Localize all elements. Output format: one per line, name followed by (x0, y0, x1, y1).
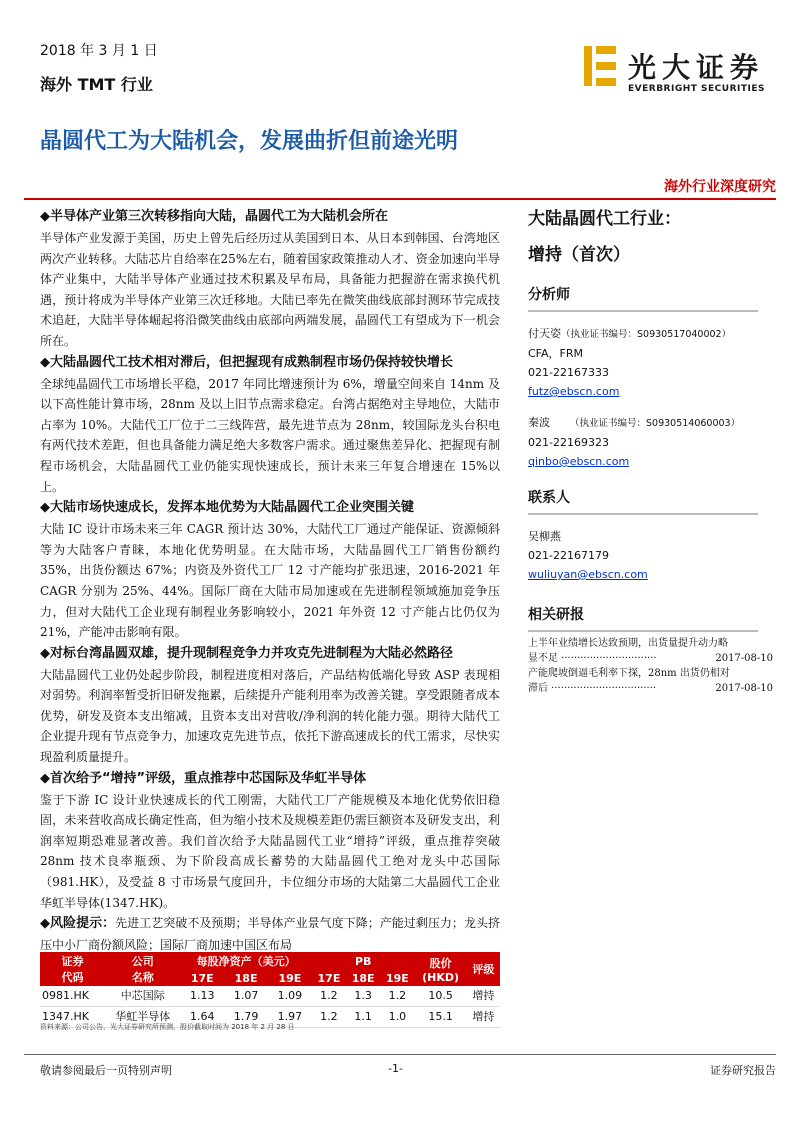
related-report-title-cont: 显不足 ······························ (528, 653, 657, 664)
related-report-title-cont: 滞后 ································· (528, 683, 657, 694)
analyst-heading: 分析师 (528, 287, 570, 303)
report-type: 海外行业深度研究 (664, 179, 776, 195)
col-bvps: 每股净资产（美元） (180, 952, 311, 971)
analyst-name: 付天姿 (528, 327, 561, 340)
col-year: 19E (380, 971, 414, 986)
related-report[interactable] (528, 666, 773, 696)
sidebar (528, 206, 778, 696)
col-year: 19E (268, 971, 312, 986)
analyst-card (528, 324, 778, 401)
contact-phone: 021-22167179 (528, 549, 609, 562)
table-header-row (40, 952, 500, 971)
section-body: 半导体产业发源于美国，历史上曾先后经历过从美国到日本、从日本到韩国、台湾地区两次产业转移。大陆芯片自给率在25%左右，随着国家政策推动人才、资金加速向半导体产业集中，大陆半导体产业通过技术积累及早布局，具备能力把握游在需求换代机遇，预计将成为半导体产业第三次迁移地。大陆已率先在微笑曲线底部封测环节完成技术追赶，大陆半导体崛起将沿微笑曲线由底部向两端发展，晶圆代工有望成为下一机会所在。 (40, 231, 500, 348)
cell-bvps: 1.07 (224, 986, 268, 1007)
section-3 (40, 497, 500, 643)
contact-card (528, 527, 778, 584)
section-title: ◆半导体产业第三次转移指向大陆，晶圆代工为大陆机会所在 (40, 209, 388, 224)
industry-title: 大陆晶圆代工行业： (528, 209, 681, 229)
everbright-logo (584, 46, 784, 96)
related-report-date: 2017-08-10 (715, 653, 773, 664)
cell-bvps: 1.64 (180, 1007, 224, 1028)
cell-bvps: 1.09 (268, 986, 312, 1007)
valuation-table (40, 952, 500, 1028)
section-body: 大陆晶圆代工业仍处起步阶段，制程进度相对落后，产品结构低端化导致 ASP 表现相对弱势。利润率暂受折旧研发拖累，后续提升产能利用率为改善关键。享受跟随者成本优势，研发及资本支出缩减，且资本支出对营收/净利润的转化能力强。期待大陆代工企业提升现有节点竞争力，加速攻克先进节点，依托下游高速成长的代工需求，尽快实现盈利质量提升。 (40, 667, 500, 765)
sidebar-divider (528, 513, 758, 515)
col-year: 17E (312, 971, 346, 986)
table-row (40, 986, 500, 1007)
sector-label: 海外 TMT 行业 (40, 75, 153, 94)
col-pb: PB (312, 952, 415, 971)
col-rating: 评级 (467, 952, 500, 986)
section-body: 大陆 IC 设计市场未来三年 CAGR 预计达 30%，大陆代工厂通过产能保证、资源倾斜等为大陆客户青睐，本地化优势明显。在大陆市场，大陆晶圆代工厂销售份额约 35%，出货份额达 67%；内资及外资代工厂 12 寸产能均扩张迅速，2016-2021 年 CAGR 分别为 25%、44%。国际厂商在大陆市局加速或在先进制程领域施加竞争压力，但对大陆代工企业现有制程业务影响较小，2021 年外资 12 寸产能占比仍仅为 21%，产能冲击影响有限。 (40, 522, 500, 640)
section-title: ◆首次给予“增持”评级，重点推荐中芯国际及华虹半导体 (40, 770, 367, 786)
col-year: 18E (224, 971, 268, 986)
col-year: 18E (346, 971, 380, 986)
sidebar-divider (528, 310, 758, 312)
risk-title: ◆风险提示： (40, 916, 116, 932)
cell-pb: 1.3 (346, 986, 380, 1007)
cell-pb: 1.2 (312, 1007, 346, 1028)
contact-email-link[interactable]: wuliuyan@ebscn.com (528, 568, 648, 581)
analyst-cert: （执业证书编号：S0930517040002） (561, 329, 732, 340)
cell-rating: 增持 (467, 1007, 500, 1028)
cell-price: 10.5 (415, 986, 467, 1007)
cell-pb: 1.2 (380, 986, 414, 1007)
contact-heading: 联系人 (528, 490, 570, 506)
industry-rating: 增持（首次） (528, 245, 630, 265)
analyst-email-link[interactable]: futz@ebscn.com (528, 385, 620, 398)
footer-divider (24, 1054, 776, 1055)
logo-text-en: EVERBRIGHT SECURITIES (628, 84, 765, 94)
section-title: ◆大陆市场快速成长，发挥本地优势为大陆晶圆代工企业突围关键 (40, 500, 414, 516)
contact-name: 吴柳燕 (528, 530, 561, 543)
sidebar-divider (528, 630, 758, 632)
section-body: 全球纯晶圆代工市场增长平稳，2017 年同比增速预计为 6%，增量空间来自 14nm 及以下高性能计算市场，28nm 及以上旧节点需求稳定。台湾占据绝对主导地位，大陆市占率为 10%。大陆代工厂位于二三线阵营，最先进节点为 28nm，较国际龙头台积电有两代技术差距，但也具备能力满足绝大多数客户需求。通过聚焦差异化、把握现有制程市场机会，大陆晶圆代工业仍能实现快速成长，预计未来三年复合增速在 15%以上。 (40, 376, 500, 494)
cell-pb: 1.1 (346, 1007, 380, 1028)
related-heading: 相关研报 (528, 607, 584, 623)
summary-column (40, 206, 500, 955)
section-2 (40, 352, 500, 498)
col-year: 17E (180, 971, 224, 986)
report-headline: 晶圆代工为大陆机会，发展曲折但前途光明 (40, 129, 459, 154)
section-1 (40, 206, 500, 352)
section-title: ◆大陆晶圆代工技术相对滞后，但把握现有成熟制程市场仍保持较快增长 (40, 354, 453, 370)
related-report-date: 2017-08-10 (715, 683, 773, 694)
related-report[interactable] (528, 636, 773, 666)
footer-report-type: 证券研究报告 (710, 1064, 776, 1077)
cell-bvps: 1.79 (224, 1007, 268, 1028)
cell-pb: 1.0 (380, 1007, 414, 1028)
section-5 (40, 768, 500, 914)
analyst-name: 秦波 (528, 416, 550, 429)
cell-name: 中芯国际 (105, 986, 180, 1007)
cell-bvps: 1.97 (268, 1007, 312, 1028)
table-source-note: 资料来源：公司公告，光大证券研究所预测，股价截取时间为 2018 年 2 月 28 日 (40, 1023, 295, 1031)
cell-rating: 增持 (467, 986, 500, 1007)
everbright-logo-icon (584, 46, 616, 86)
analyst-phone: 021-22169323 (528, 436, 609, 449)
related-report-title: 产能爬坡倒逼毛利率下探，28nm 出货仍相对 (528, 668, 730, 679)
section-title: ◆对标台湾晶圆双雄，提升现制程竞争力并攻克先进制程为大陆必然路径 (40, 645, 453, 661)
cell-bvps: 1.13 (180, 986, 224, 1007)
risk-warning (40, 913, 500, 955)
col-name: 公司 名称 (105, 952, 180, 986)
analyst-email-link[interactable]: qinbo@ebscn.com (528, 455, 630, 468)
cell-code: 1347.HK (40, 1007, 105, 1028)
analyst-phone: 021-22167333 (528, 366, 609, 379)
analyst-card (528, 413, 778, 471)
header-divider (24, 198, 776, 200)
col-code: 证券 代码 (40, 952, 105, 986)
analyst-cert: （执业证书编号：S0930514060003） (570, 418, 741, 429)
cell-pb: 1.2 (312, 986, 346, 1007)
logo-text-cn: 光大证券 (628, 51, 765, 84)
page-number: -1- (388, 1062, 403, 1075)
risk-body: 先进工艺突破不及预期；半导体产业景气度下降；产能过剩压力；龙头挤压中小厂商份额风险；国际厂商加速中国区布局 (40, 916, 500, 952)
section-body: 鉴于下游 IC 设计业快速成长的代工刚需，大陆代工厂产能规模及本地化优势依旧稳固，未来营收高成长确定性高，但为缩小技术及规模差距仍需巨额资本及研发支出，利润率短期恐难显著改善。我们首次给予大陆晶圆代工业“增持”评级，重点推荐突破 28nm 技术良率瓶颈、为下阶段高成长蓄势的大陆晶圆代工绝对龙头中芯国际（981.HK），及受益 8 寸市场景气度回升，卡位细分市场的大陆第二大晶圆代工企业华虹半导体(1347.HK)。 (40, 792, 500, 910)
cell-name: 华虹半导体 (105, 1007, 180, 1028)
section-4 (40, 643, 500, 768)
related-report-title: 上半年业绩增长达致预期，出货量提升动力略 (528, 638, 728, 649)
cell-code: 0981.HK (40, 986, 105, 1007)
cell-price: 15.1 (415, 1007, 467, 1028)
report-date: 2018 年 3 月 1 日 (40, 43, 158, 59)
col-price: 股价 (HKD) (415, 952, 467, 986)
footer-disclaimer: 敬请参阅最后一页特别声明 (40, 1064, 172, 1077)
analyst-qualification: CFA，FRM (528, 347, 583, 360)
